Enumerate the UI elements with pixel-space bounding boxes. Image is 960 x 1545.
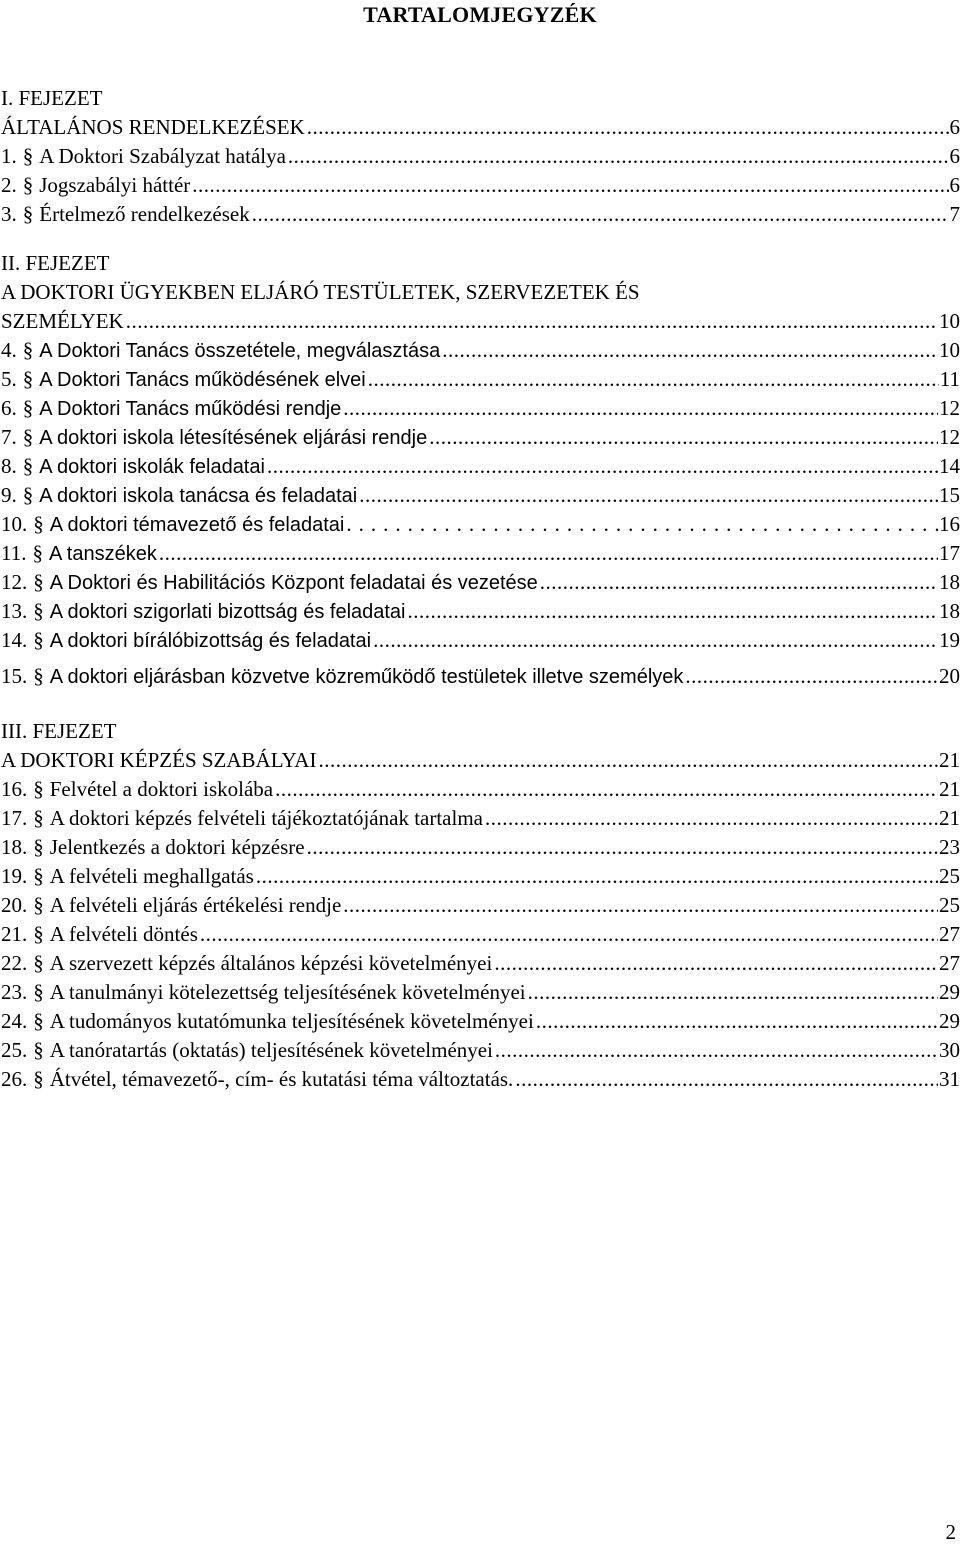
entry-text: A felvételi eljárás értékelési rendje: [50, 891, 342, 920]
entry-text: A doktori eljárásban közvetve közreműködő testületek illetve személyek: [50, 656, 684, 698]
section-sign: §: [33, 568, 44, 597]
toc-entry[interactable]: [0, 510, 960, 539]
entry-number: 18.: [1, 833, 27, 862]
toc-entry[interactable]: [0, 920, 960, 949]
section-sign: §: [33, 1036, 44, 1065]
toc-entry[interactable]: [0, 1036, 960, 1065]
toc-entry[interactable]: [0, 804, 960, 833]
section-sign: §: [33, 978, 44, 1007]
entry-number: 24.: [1, 1007, 27, 1036]
entry-number: 16.: [1, 775, 27, 804]
toc-entry[interactable]: [0, 1065, 960, 1094]
leader-dots: [495, 1036, 938, 1065]
toc-entry[interactable]: [0, 626, 960, 655]
leader-dots: [536, 1007, 938, 1036]
chapter-heading-text: SZEMÉLYEK: [1, 307, 124, 336]
section-sign: §: [33, 597, 44, 626]
entry-number: 10.: [1, 510, 27, 539]
section-sign: §: [32, 539, 43, 568]
chapter-label: II. FEJEZET: [0, 249, 960, 278]
page-number: 30: [939, 1036, 960, 1065]
entry-text: A doktori iskola tanácsa és feladatai: [39, 482, 357, 511]
entry-text: A felvételi döntés: [50, 920, 198, 949]
toc-entry[interactable]: [0, 452, 960, 481]
entry-text: A Doktori és Habilitációs Központ feladatai és vezetése: [50, 569, 538, 598]
chapter-label: I. FEJEZET: [0, 84, 960, 113]
leader-dots: [408, 597, 938, 626]
section-sign: §: [23, 394, 34, 423]
toc-entry[interactable]: [0, 568, 960, 597]
toc-entry[interactable]: [0, 336, 960, 365]
leader-dots: [307, 833, 938, 862]
page-number: 25: [939, 891, 960, 920]
toc-entry[interactable]: [0, 833, 960, 862]
page-number: 20: [939, 655, 960, 697]
toc-entry[interactable]: [0, 891, 960, 920]
entry-text: A doktori bírálóbizottság és feladatai: [50, 627, 371, 656]
entry-text: Jelentkezés a doktori képzésre: [50, 833, 305, 862]
toc-entry[interactable]: [0, 978, 960, 1007]
entry-number: 19.: [1, 862, 27, 891]
toc-entry[interactable]: [0, 775, 960, 804]
section-sign: §: [23, 142, 34, 171]
entry-number: 20.: [1, 891, 27, 920]
entry-list: [0, 336, 960, 697]
leader-dots: [267, 452, 938, 481]
page-number: 23: [939, 833, 960, 862]
entry-text: A Doktori Tanács működési rendje: [39, 395, 341, 424]
section-sign: §: [33, 862, 44, 891]
entry-text: Felvétel a doktori iskolába: [50, 775, 273, 804]
entry-text: A tanulmányi kötelezettség teljesítésének követelményei: [50, 978, 526, 1007]
entry-text: A tanóratartás (oktatás) teljesítésének követelményei: [50, 1036, 493, 1065]
leader-dots: [256, 862, 938, 891]
page-title: TARTALOMJEGYZÉK: [0, 2, 960, 28]
leader-dots: [368, 365, 939, 394]
entry-number: 3.: [1, 200, 17, 229]
toc-entry[interactable]: [0, 394, 960, 423]
chapter-heading-text: ÁLTALÁNOS RENDELKEZÉSEK: [1, 113, 305, 142]
toc-entry[interactable]: [0, 597, 960, 626]
entry-list: [0, 142, 960, 229]
entry-number: 6.: [1, 394, 17, 423]
toc-entry[interactable]: [0, 200, 960, 229]
section-sign: §: [23, 423, 34, 452]
leader-dots: [494, 949, 938, 978]
page-number: 12: [939, 394, 960, 423]
entry-number: 17.: [1, 804, 27, 833]
leader-dots: [200, 920, 938, 949]
entry-text: A Doktori Tanács összetétele, megválasztása: [39, 337, 440, 366]
toc-entry[interactable]: [0, 862, 960, 891]
entry-text: A szervezett képzés általános képzési követelményei: [50, 949, 493, 978]
leader-dots: [126, 307, 938, 336]
toc-entry[interactable]: [0, 171, 960, 200]
leader-dots: [515, 1065, 938, 1094]
entry-number: 13.: [1, 597, 27, 626]
chapter-heading-line[interactable]: A DOKTORI ÜGYEKBEN ELJÁRÓ TESTÜLETEK, SZERVEZETEK ÉS: [0, 278, 960, 307]
page-number: 29: [939, 1007, 960, 1036]
entry-text: A doktori képzés felvételi tájékoztatójának tartalma: [50, 804, 483, 833]
table-of-contents: [0, 84, 960, 1094]
entry-number: 9.: [1, 481, 17, 510]
section-sign: §: [33, 949, 44, 978]
section-sign: §: [33, 891, 44, 920]
leader-dots: [192, 171, 948, 200]
entry-number: 12.: [1, 568, 27, 597]
page-number: 16: [939, 510, 960, 539]
page-number: 10: [939, 307, 960, 336]
page-number: 14: [939, 452, 960, 481]
page-number: 18: [939, 597, 960, 626]
section-sign: §: [23, 365, 34, 394]
section-sign: §: [23, 452, 34, 481]
entry-number: 15.: [1, 655, 27, 697]
leader-dots: [442, 336, 938, 365]
leader-dots: [343, 891, 938, 920]
entry-text: A felvételi meghallgatás: [50, 862, 254, 891]
page-number: 17: [939, 539, 960, 568]
section-sign: §: [33, 1007, 44, 1036]
entry-number: 11.: [1, 539, 26, 568]
leader-dots: [318, 746, 938, 775]
leader-dots: [288, 142, 949, 171]
section-sign: §: [33, 804, 44, 833]
entry-number: 4.: [1, 336, 17, 365]
page-number: 6: [950, 171, 960, 200]
entry-number: 25.: [1, 1036, 27, 1065]
leader-dots: [307, 113, 949, 142]
chapter-heading-text: A DOKTORI KÉPZÉS SZABÁLYAI: [1, 746, 316, 775]
page-number: 21: [939, 746, 960, 775]
leader-dots: [346, 510, 938, 539]
leader-dots: [359, 481, 938, 510]
chapter-heading[interactable]: [0, 307, 960, 336]
leader-dots: [159, 539, 938, 568]
toc-entry[interactable]: [0, 365, 960, 394]
entry-text: A Doktori Szabályzat hatálya: [39, 142, 286, 171]
page-number: 12: [939, 423, 960, 452]
entry-number: 5.: [1, 365, 17, 394]
page-number: 29: [939, 978, 960, 1007]
page-number: 7: [950, 200, 960, 229]
entry-list: [0, 775, 960, 1094]
page-number: 21: [939, 804, 960, 833]
entry-text: Értelmező rendelkezések: [39, 200, 249, 229]
footer-page-number: 2: [946, 1520, 957, 1545]
entry-number: 26.: [1, 1065, 27, 1094]
chapter-label: III. FEJEZET: [0, 717, 960, 746]
leader-dots: [252, 200, 949, 229]
page-number: 6: [950, 142, 960, 171]
entry-number: 7.: [1, 423, 17, 452]
entry-number: 21.: [1, 920, 27, 949]
toc-entry[interactable]: [0, 949, 960, 978]
entry-number: 8.: [1, 452, 17, 481]
entry-number: 22.: [1, 949, 27, 978]
toc-entry[interactable]: [0, 142, 960, 171]
leader-dots: [685, 655, 938, 697]
leader-dots: [528, 978, 938, 1007]
entry-number: 2.: [1, 171, 17, 200]
page-number: 10: [939, 336, 960, 365]
page-number: 6: [950, 113, 960, 142]
page-number: 31: [939, 1065, 960, 1094]
leader-dots: [373, 626, 938, 655]
leader-dots: [540, 568, 938, 597]
leader-dots: [429, 423, 938, 452]
page-number: 27: [939, 949, 960, 978]
leader-dots: [275, 775, 938, 804]
section-sign: §: [23, 481, 34, 510]
toc-entry[interactable]: [0, 1007, 960, 1036]
entry-text: Jogszabályi háttér: [39, 171, 190, 200]
page-number: 18: [939, 568, 960, 597]
entry-number: 14.: [1, 626, 27, 655]
toc-entry[interactable]: [0, 539, 960, 568]
entry-text: Átvétel, témavezető-, cím- és kutatási téma változtatás.: [50, 1065, 514, 1094]
entry-number: 23.: [1, 978, 27, 1007]
page-number: 21: [939, 775, 960, 804]
page-number: 15: [939, 481, 960, 510]
section-sign: §: [33, 655, 44, 697]
section-sign: §: [33, 775, 44, 804]
section-sign: §: [23, 336, 34, 365]
entry-text: A doktori szigorlati bizottság és feladatai: [50, 598, 406, 627]
page-number: 11: [940, 365, 960, 394]
leader-dots: [485, 804, 938, 833]
entry-number: 1.: [1, 142, 17, 171]
entry-text: A tanszékek: [49, 540, 157, 569]
section-sign: §: [33, 626, 44, 655]
entry-text: A doktori iskola létesítésének eljárási rendje: [39, 424, 427, 453]
chapter-heading[interactable]: [0, 746, 960, 775]
toc-entry[interactable]: [0, 655, 960, 697]
toc-entry[interactable]: [0, 481, 960, 510]
section-sign: §: [33, 1065, 44, 1094]
section-sign: §: [23, 171, 34, 200]
entry-text: A tudományos kutatómunka teljesítésének követelményei: [50, 1007, 534, 1036]
page-number: 25: [939, 862, 960, 891]
section-sign: §: [33, 510, 44, 539]
entry-text: A doktori iskolák feladatai: [39, 453, 265, 482]
section-sign: §: [33, 920, 44, 949]
entry-text: A Doktori Tanács működésének elvei: [39, 366, 365, 395]
section-sign: §: [33, 833, 44, 862]
entry-text: A doktori témavezető és feladatai: [50, 511, 345, 540]
toc-entry[interactable]: [0, 423, 960, 452]
page-number: 19: [939, 626, 960, 655]
section-sign: §: [23, 200, 34, 229]
page-number: 27: [939, 920, 960, 949]
leader-dots: [343, 394, 938, 423]
chapter-heading[interactable]: [0, 113, 960, 142]
